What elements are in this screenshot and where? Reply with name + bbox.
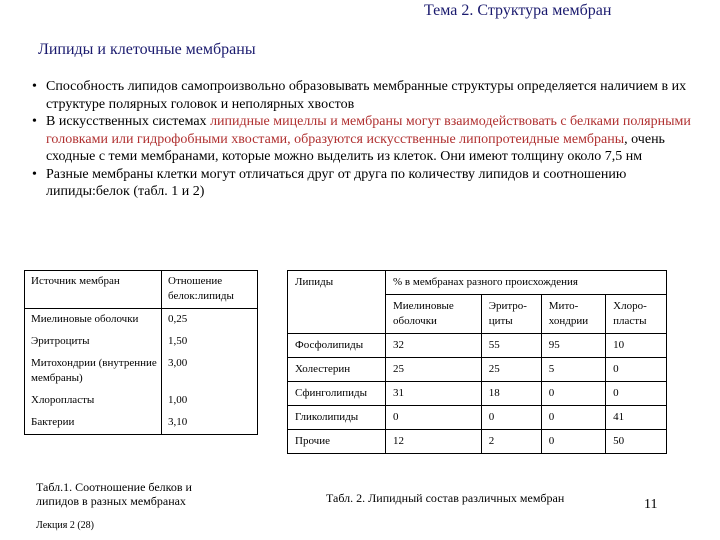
column-header: Миелиновые оболочки — [386, 295, 482, 334]
topic-title: Тема 2. Структура мембран — [424, 2, 612, 19]
table-cell: 31 — [386, 382, 482, 406]
table-cell: 25 — [386, 358, 482, 382]
table-cell: 18 — [481, 382, 541, 406]
section-title: Липиды и клеточные мембраны — [38, 41, 256, 58]
bullet-dot-icon: • — [32, 166, 37, 182]
table-cell: 0 — [606, 382, 667, 406]
lipid-composition-table — [287, 270, 667, 454]
table-cell: Хлоропласты — [25, 390, 162, 412]
table-row — [25, 309, 258, 332]
table-cell: 32 — [386, 334, 482, 358]
lecture-label: Лекция 2 (28) — [36, 520, 94, 531]
bullet-text: Разные мембраны клетки могут отличаться друг от друга по количеству липидов и соотношению липиды:белок (табл. 1 и 2) — [46, 166, 627, 199]
table-cell: 41 — [606, 406, 667, 430]
table-row — [25, 390, 258, 412]
table-row — [288, 334, 667, 358]
table-cell: 1,00 — [162, 390, 258, 412]
table-cell: 55 — [481, 334, 541, 358]
table-cell: 25 — [481, 358, 541, 382]
table-cell: 10 — [606, 334, 667, 358]
lipids-column-header: Липиды — [288, 271, 386, 334]
page-number: 11 — [644, 497, 658, 512]
bullet-item — [30, 78, 710, 113]
table-cell: 3,00 — [162, 353, 258, 390]
protein-lipid-ratio-table — [24, 270, 258, 435]
table-cell: Эритроциты — [25, 331, 162, 353]
table-cell: 0,25 — [162, 309, 258, 332]
bullet-text: Способность липидов самопроизвольно образовывать мембранные структуры определяется наличием в их структуре полярных головок и неполярных хвостов — [46, 79, 687, 112]
lipid-name: Прочие — [288, 430, 386, 454]
table-cell: 0 — [606, 358, 667, 382]
table-cell: 50 — [606, 430, 667, 454]
table-cell: 0 — [481, 406, 541, 430]
bullet-text: липидные мицеллы и мембраны могут взаимодействовать с белками полярными головками или гидрофобными хвостами, образуются искусственные липопротеидные мембраны — [46, 114, 691, 147]
table-row — [288, 430, 667, 454]
table-cell: 1,50 — [162, 331, 258, 353]
table-cell: 2 — [481, 430, 541, 454]
table-row — [288, 406, 667, 430]
table-header-cell: Отношение белок:липиды — [162, 271, 258, 309]
group-header: % в мембранах разного происхождения — [386, 271, 667, 295]
table-row — [288, 382, 667, 406]
table-cell: Бактерии — [25, 412, 162, 435]
table-cell: 0 — [541, 406, 605, 430]
bullet-list — [30, 78, 710, 201]
table-cell: 5 — [541, 358, 605, 382]
bullet-text: В искусственных системах — [46, 114, 211, 129]
table-row — [25, 412, 258, 435]
lipid-name: Сфинголипиды — [288, 382, 386, 406]
table-row — [25, 331, 258, 353]
table-cell: 95 — [541, 334, 605, 358]
table-cell: 0 — [541, 430, 605, 454]
bullet-dot-icon: • — [32, 79, 37, 94]
table-row — [25, 353, 258, 390]
lipid-name: Холестерин — [288, 358, 386, 382]
table-cell: Миелиновые оболочки — [25, 309, 162, 332]
column-header: Эритро-циты — [481, 295, 541, 334]
table-cell: 12 — [386, 430, 482, 454]
table-cell: 0 — [386, 406, 482, 430]
table-cell: 0 — [541, 382, 605, 406]
column-header: Мито-хондрии — [541, 295, 605, 334]
table2-caption: Табл. 2. Липидный состав различных мембран — [326, 491, 565, 505]
table-row — [288, 358, 667, 382]
table-cell: 3,10 — [162, 412, 258, 435]
table-header-row — [25, 271, 258, 309]
table-cell: Митохондрии (внутренние мембраны) — [25, 353, 162, 390]
bullet-dot-icon: • — [32, 114, 37, 129]
bullet-text: , очень сходные с теми мембранами, которые можно выделить из клеток. Они имеют толщину около 7,5 нм — [46, 131, 665, 164]
bullet-item — [30, 166, 710, 201]
table-header-cell: Источник мембран — [25, 271, 162, 309]
table-header-row — [288, 271, 667, 295]
lipid-name: Гликолипиды — [288, 406, 386, 430]
table1-caption: Табл.1. Соотношение белков и липидов в разных мембранах — [36, 480, 192, 508]
column-header: Хлоро-пласты — [606, 295, 667, 334]
lipid-name: Фосфолипиды — [288, 334, 386, 358]
bullet-item — [30, 113, 710, 166]
